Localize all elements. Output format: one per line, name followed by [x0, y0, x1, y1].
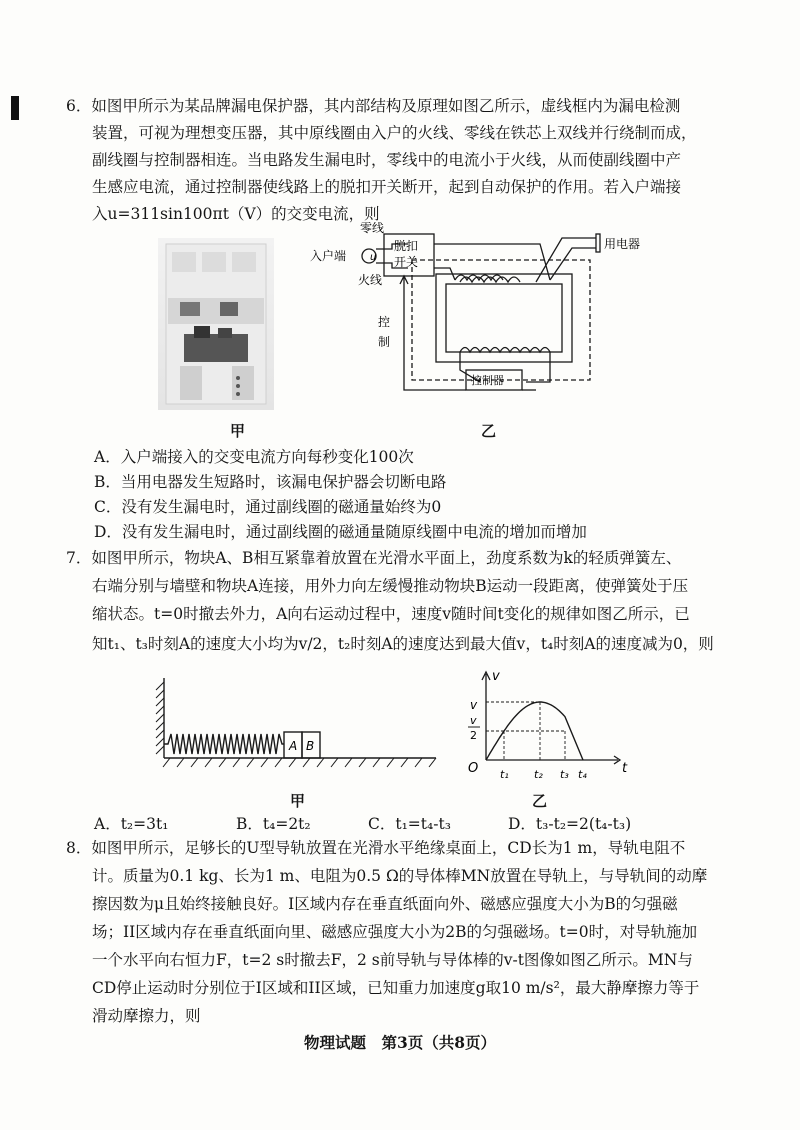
- breaker-drawing: [158, 238, 274, 410]
- q6-line-5: 入u=311sin100πt（V）的交变电流，则: [92, 205, 380, 223]
- q8-line-3: 擦因数为μ且始终接触良好。I区域内存在垂直纸面向外、磁感应强度大小为B的匀强磁: [92, 895, 678, 913]
- label-live-wire: 火线: [358, 273, 383, 287]
- scan-mark: [11, 96, 19, 120]
- q6-option-c: C．没有发生漏电时，通过副线圈的磁通量始终为0: [94, 498, 442, 516]
- vt-graph: [462, 664, 632, 784]
- q8-line-7: 滑动摩擦力，则: [92, 1007, 201, 1025]
- q7-caption-yi: 乙: [532, 792, 548, 810]
- label-control-1: 控: [378, 315, 391, 329]
- q7-option-d: D．t₃-t₂=2(t₄-t₃): [508, 815, 632, 833]
- tick-t1: t₁: [500, 768, 509, 781]
- half-v-numerator: v: [470, 714, 477, 727]
- q6-line-3: 副线圈与控制器相连。当电路发生漏电时，零线中的电流小于火线，从而使副线圈中产: [92, 151, 682, 169]
- label-trip-1: 脱扣: [394, 239, 419, 253]
- q6-option-d: D．没有发生漏电时，通过副线圈的磁通量随原线圈中电流的增加而增加: [94, 523, 587, 541]
- leakage-circuit-diagram: [300, 222, 670, 412]
- q8-line-4: 场；II区域内存在垂直纸面向里、磁感应强度大小为2B的匀强磁场。t=0时，对导轨施加: [92, 923, 698, 941]
- label-inlet: 入户端: [310, 249, 347, 263]
- q7-line-1: 7．如图甲所示，物块A、B相互紧靠着放置在光滑水平面上，劲度系数为k的轻质弹簧左、: [66, 549, 682, 567]
- tick-t2: t₂: [534, 768, 543, 781]
- series-a-velocity-curve: [486, 702, 583, 760]
- tick-t4: t₄: [578, 768, 587, 781]
- q8-line-2: 计。质量为0.1 kg、长为1 m、电阻为0.5 Ω的导体棒MN放置在导轨上，与导轨间的动摩: [92, 867, 708, 885]
- q6-option-b: B．当用电器发生短路时，该漏电保护器会切断电路: [94, 473, 447, 491]
- q8-line-5: 一个水平向右恒力F，t=2 s时撤去F，2 s前导轨与导体棒的v-t图像如图乙所示。MN与: [92, 951, 693, 969]
- q6-line-4: 生感应电流，通过控制器使线路上的脱扣开关断开，起到自动保护的作用。若入户端接: [92, 178, 682, 196]
- label-controller: 控制器: [471, 374, 504, 387]
- origin-label: O: [468, 761, 479, 776]
- label-zero-wire: 零线: [360, 222, 385, 235]
- q7-option-a: A．t₂=3t₁: [94, 815, 169, 833]
- label-control-2: 制: [378, 335, 391, 349]
- q7-option-c: C．t₁=t₄-t₃: [368, 815, 451, 833]
- q7-option-b: B．t₄=2t₂: [236, 815, 311, 833]
- breaker-photo: [158, 238, 274, 410]
- q6-line-2: 装置，可视为理想变压器，其中原线圈由入户的火线、零线在铁芯上双线并行绕制而成，: [92, 124, 697, 142]
- label-source-u: u: [370, 252, 377, 263]
- q7-line-3: 缩状态。t=0时撤去外力，A向右运动过程中，速度v随时间t变化的规律如图乙所示，已: [92, 605, 690, 623]
- q6-caption-yi: 乙: [481, 422, 497, 440]
- spring-block-diagram: [150, 670, 450, 774]
- q6-line-1: 6．如图甲所示为某品牌漏电保护器，其内部结构及原理如图乙所示，虚线框内为漏电检测: [66, 97, 681, 115]
- q6-caption-jia: 甲: [230, 422, 246, 440]
- block-b-label: B: [306, 739, 315, 753]
- half-v-denominator: 2: [470, 729, 477, 742]
- q7-line-4: 知t₁、t₃时刻A的速度大小均为v/2，t₂时刻A的速度达到最大值v，t₄时刻A的速度减为0，则: [92, 635, 714, 653]
- q7-caption-jia: 甲: [290, 792, 306, 810]
- spring: [164, 734, 284, 754]
- page-footer: 物理试题 第3页（共8页）: [303, 1033, 497, 1052]
- q6-option-a: A．入户端接入的交变电流方向每秒变化100次: [94, 448, 414, 466]
- label-appliance: 用电器: [604, 237, 641, 251]
- q8-line-1: 8．如图甲所示，足够长的U型导轨放置在光滑水平绝缘桌面上，CD长为1 m，导轨电阻不: [66, 839, 686, 857]
- tick-t3: t₃: [560, 768, 569, 781]
- block-a-label: A: [289, 739, 298, 753]
- label-trip-2: 开关: [394, 255, 419, 269]
- y-axis-label: v: [492, 669, 500, 684]
- q8-line-6: CD停止运动时分别位于I区域和II区域，已知重力加速度g取10 m/s²，最大静摩擦力等于: [92, 979, 700, 997]
- q7-line-2: 右端分别与墙壁和物块A连接，用外力向左缓慢推动物块B运动一段距离，使弹簧处于压: [92, 577, 689, 595]
- v-tick-label: v: [470, 698, 478, 712]
- x-axis-label: t: [622, 761, 628, 776]
